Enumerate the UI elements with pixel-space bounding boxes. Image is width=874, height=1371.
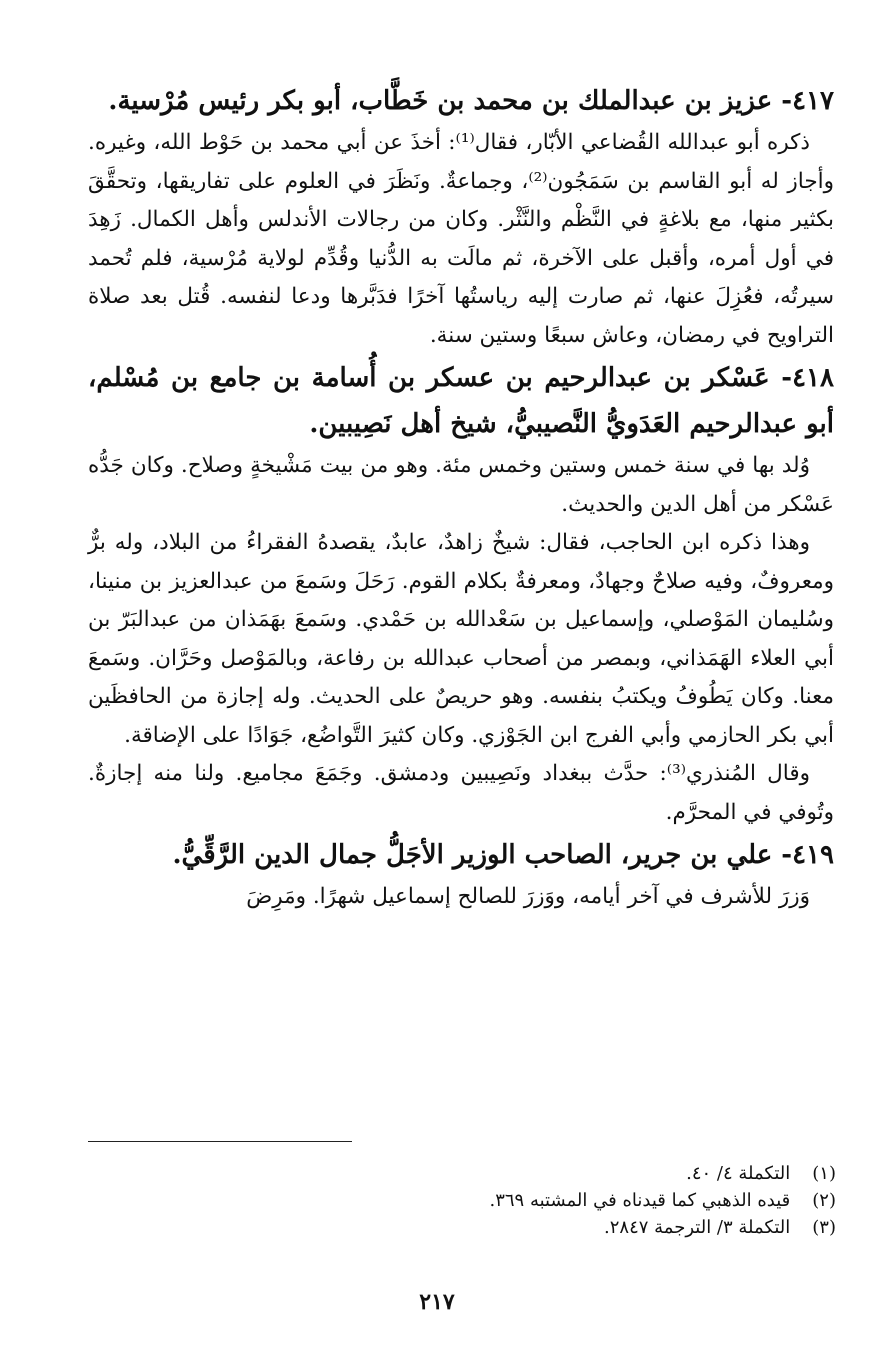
page-body: [88, 78, 834, 917]
footnote-divider: [88, 1141, 352, 1142]
footnotes-list: [88, 1160, 836, 1241]
footnote-number: (١): [812, 1163, 836, 1184]
entry-418-title: ٤١٨- عَسْكر بن عبدالرحيم بن عسكر بن أُسامة بن جامع بن مُسْلم، أبو عبدالرحيم العَدَويُّ النَّصيبيُّ، شيخ أهل نَصِيبين.: [88, 363, 834, 439]
footnote-2: [88, 1187, 836, 1214]
footnote-number: (٢): [812, 1190, 836, 1211]
entry-419-paragraph: وَزرَ للأشرف في آخر أيامه، ووَزرَ للصالح إسماعيل شهرًا. ومَرِضَ: [246, 884, 810, 909]
footnote-1: [88, 1160, 836, 1187]
footnote-text: قيده الذهبي كما قيدناه في المشتبه ٣٦٩.: [489, 1190, 791, 1211]
footnote-text: التكملة ٤/ ٤٠.: [686, 1163, 791, 1184]
entry-419-title: ٤١٩- علي بن جرير، الصاحب الوزير الأجَلُّ جمال الدين الرَّقِّيُّ.: [172, 840, 834, 870]
footnote-number: (٣): [812, 1217, 836, 1238]
page-number: ٢١٧: [419, 1289, 455, 1315]
entry-417-title: ٤١٧- عزيز بن عبدالملك بن محمد بن خَطَّاب، أبو بكر رئيس مُرْسية.: [108, 86, 834, 116]
entry-418-paragraph-1: وُلد بها في سنة خمس وستين وخمس مئة. وهو من بيت مَشْيخةٍ وصلاح. وكان جَدُّه عَسْكر من أهل الدين والحديث.: [88, 453, 834, 517]
entry-418-paragraph-3: وقال المُنذري⁽³⁾: حدَّث ببغداد ونَصِيبين ودمشق. وجَمَعَ مجاميع. ولنا منه إجازةٌ. وتُوفي في المحرَّم.: [88, 761, 834, 825]
footnote-text: التكملة ٣/ الترجمة ٢٨٤٧.: [604, 1217, 791, 1238]
footnote-3: [88, 1214, 836, 1241]
entry-418-paragraph-2: وهذا ذكره ابن الحاجب، فقال: شيخٌ زاهدٌ، عابدٌ، يقصدهُ الفقراءُ من البلاد، وله برٌّ ومعروفٌ، وفيه صلاحٌ وجهادٌ، ومعرفةٌ بكلام القوم. رَحَلَ وسَمعَ من عبدالعزيز بن منينا، وسُليمان المَوْصلي، وإسماعيل بن سَعْدالله بن حَمْدي. وسَمعَ بهَمَذان من عبدالبَرّ بن أبي العلاء الهَمَذاني، وبمصر من أصحاب عبدالله بن رفاعة، وبالمَوْصل وحَرَّان. وسَمعَ معنا. وكان يَطُوفُ ويكتبُ بنفسه. وهو حريصٌ على الحديث. وله إجازة من الحافظَين أبي بكر الحازمي وأبي الفرج ابن الجَوْزي. وكان كثيرَ التَّواضُع، جَوَادًا على الإضاقة.: [88, 530, 834, 748]
entry-417-paragraph: ذكره أبو عبدالله القُضاعي الأبّار، فقال⁽¹⁾: أخذَ عن أبي محمد بن حَوْط الله، وغيره. وأجاز له أبو القاسم بن سَمَجُون⁽²⁾، وجماعةٌ. ونَظَرَ في العلوم على تفاريقها، وتحقَّقَ بكثير منها، مع بلاغةٍ في النَّظْم والنَّثْر. وكان من رجالات الأندلس وأهل الكمال. زَهِدَ في أول أمره، وأقبل على الآخرة، ثم مالَت به الدُّنيا وقُدِّم لولاية مُرْسية، فلم تُحمد سيرتُه، فعُزِلَ عنها، ثم صارت إليه رياستُها آخرًا فدَبَّرها ودعا لنفسه. قُتل بعد صلاة التراويح في رمضان، وعاش سبعًا وستين سنة.: [88, 130, 834, 348]
